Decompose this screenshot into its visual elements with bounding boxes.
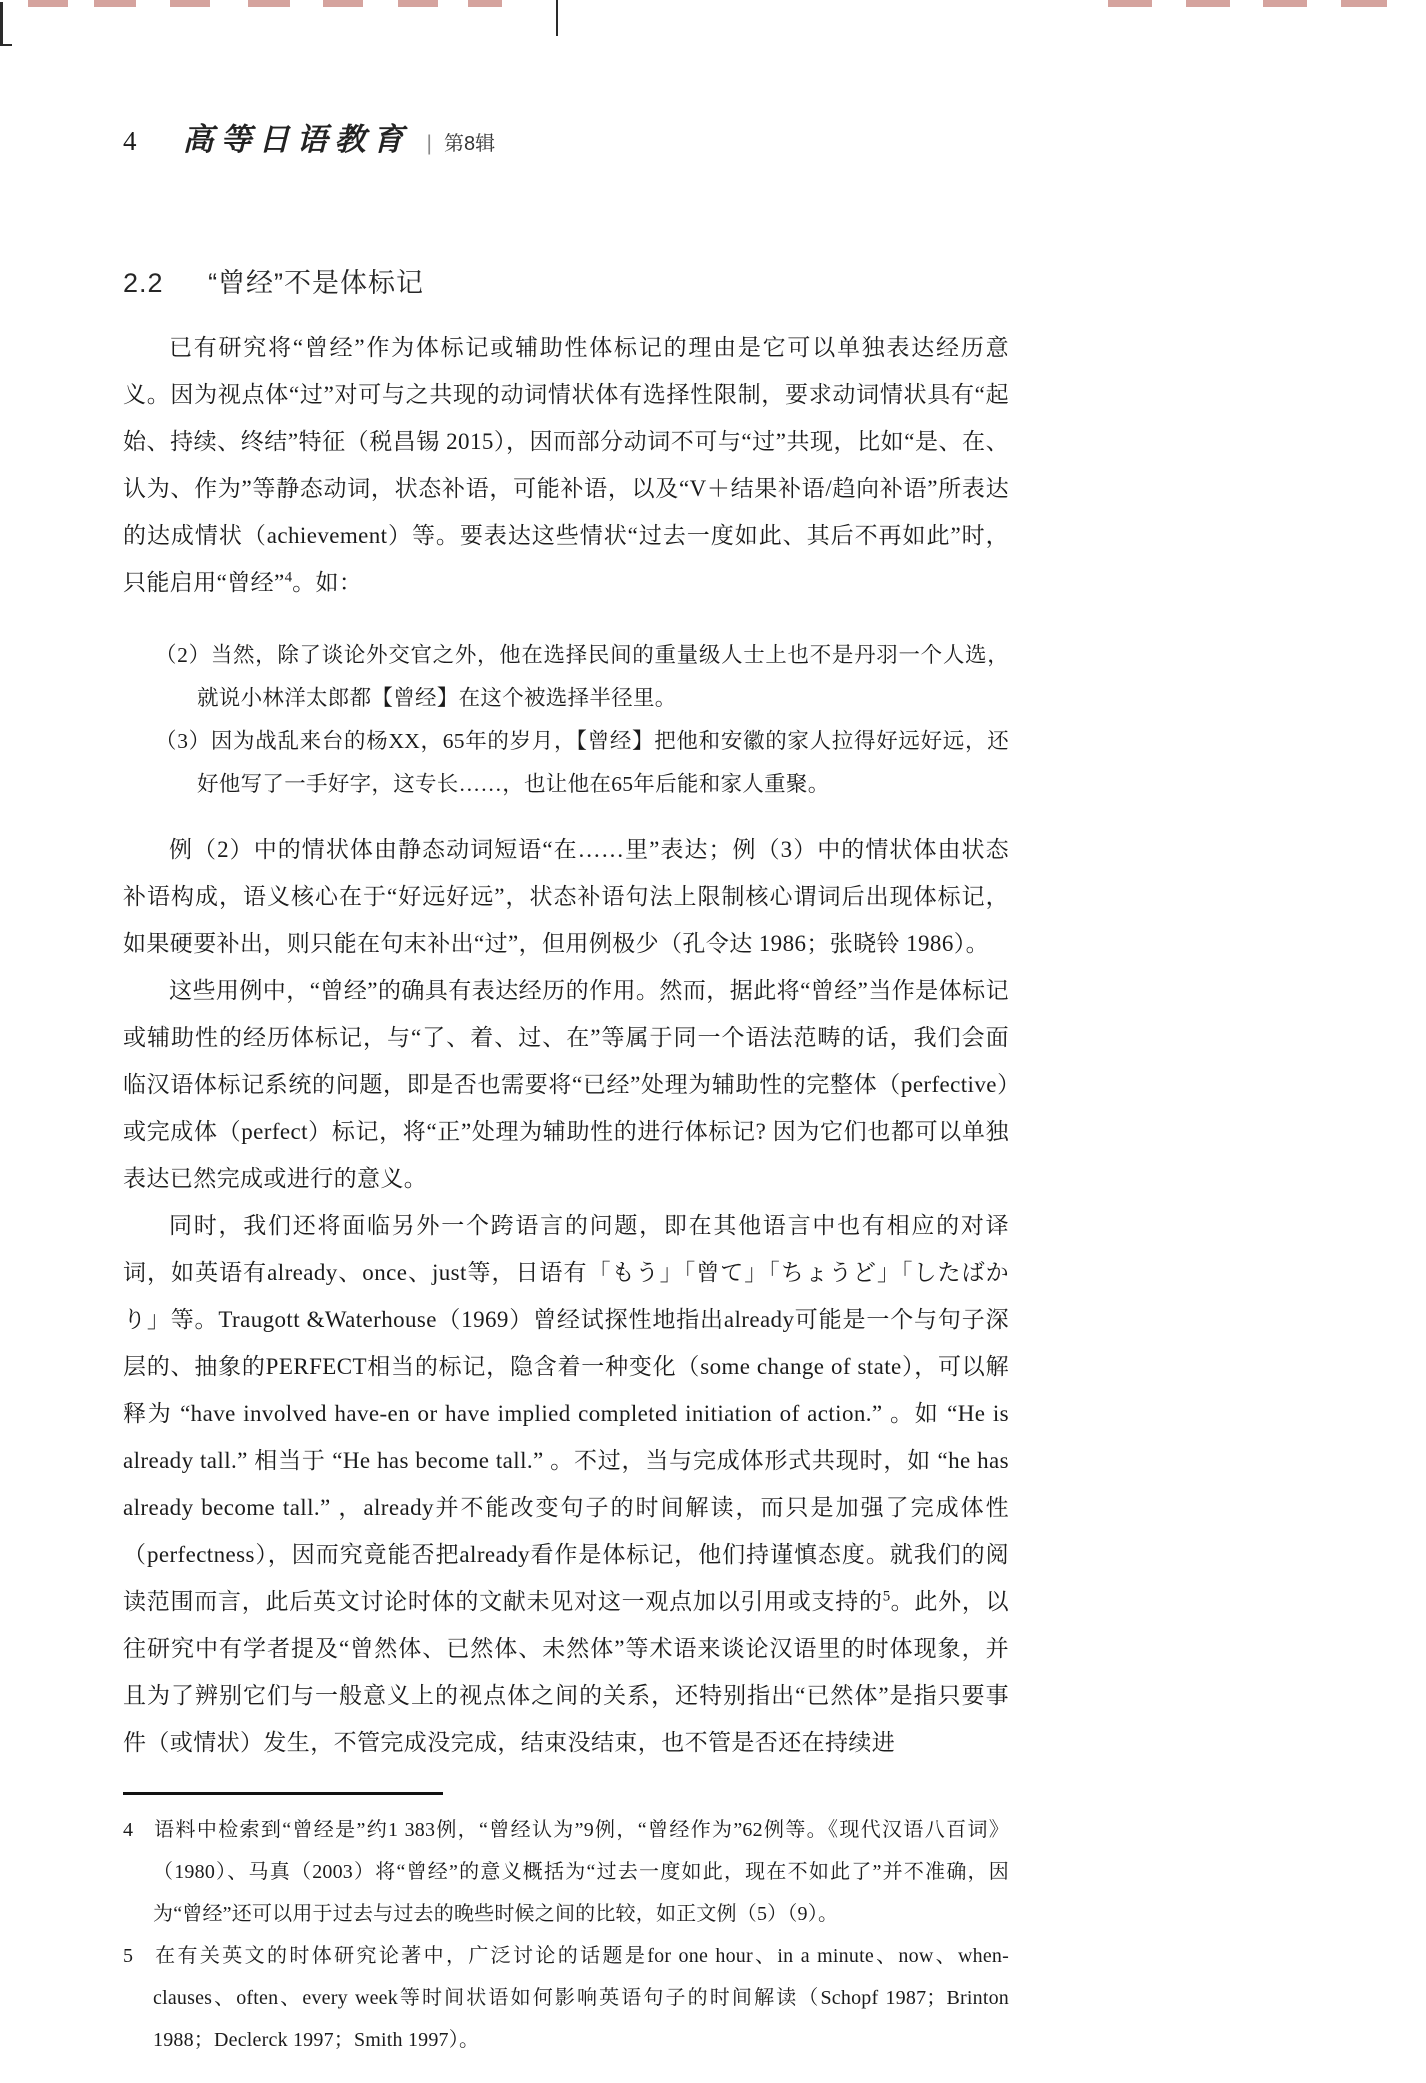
footnote-4-text: 语料中检索到“曾经是”约1 383例，“曾经认为”9例，“曾经作为”62例等。《现代汉语八百词》（1980）、马真（2003）将“曾经”的意义概括为“过去一度如此，现在不如此了”并不准确，因为“曾经”还可以用于过去与过去的晚些时候之间的比较，如正文例（5）（9）。 bbox=[153, 1819, 1009, 1925]
paragraph-3: 这些用例中，“曾经”的确具有表达经历的作用。然而，据此将“曾经”当作是体标记或辅助性的经历体标记，与“了、着、过、在”等属于同一个语法范畴的话，我们会面临汉语体标记系统的问题，即是否也需要将“已经”处理为辅助性的完整体（perfective）或完成体（perfect）标记，将“正”处理为辅助性的进行体标记? 因为它们也都可以单独表达已然完成或进行的意义。 bbox=[123, 978, 1009, 1191]
example-2-label: （2） bbox=[155, 643, 211, 667]
footnote-ref-5: 5 bbox=[882, 1588, 891, 1605]
footnote-4 bbox=[123, 1809, 1009, 1935]
footnote-ref-4: 4 bbox=[284, 569, 293, 586]
section-number: 2.2 bbox=[123, 268, 164, 298]
scan-red-mark bbox=[1186, 0, 1230, 7]
scan-corner-mark bbox=[0, 2, 12, 46]
footnote-5-text: 在有关英文的时体研究论著中，广泛讨论的话题是for one hour、in a minute、now、when-clauses、often、every week等时间状语如何影响英语句子的时间解读（Schopf 1987；Brinton 1988；Declerck 1997；Smith 1997）。 bbox=[153, 1945, 1009, 2051]
issue-label: 第8辑 bbox=[443, 133, 496, 155]
paragraph-1-tail: 。如： bbox=[292, 570, 363, 595]
scan-red-mark bbox=[1263, 0, 1307, 7]
footnote-5 bbox=[123, 1935, 1009, 2061]
scan-red-mark bbox=[28, 0, 68, 7]
page-header bbox=[123, 114, 1009, 159]
footnote-separator bbox=[123, 1792, 443, 1795]
paragraph-4-tail: 。此外，以往研究中有学者提及“曾然体、已然体、未然体”等术语来谈论汉语里的时体现象，并且为了辨别它们与一般意义上的视点体之间的关系，还特别指出“已然体”是指只要事件（或情状）发生，不管完成没完成，结束没结束，也不管是否还在持续进 bbox=[123, 1589, 1009, 1755]
footnote-5-number: 5 bbox=[123, 1945, 134, 1967]
page-number: 4 bbox=[123, 126, 137, 156]
paragraph-4 bbox=[123, 1202, 1009, 1766]
footnotes-section bbox=[123, 1792, 1009, 2061]
example-3-text: 因为战乱来台的杨XX，65年的岁月，【曾经】把他和安徽的家人拉得好远好远，还好他写了一手好字，这专长……，也让他在65年后能和家人重聚。 bbox=[197, 729, 1009, 796]
paragraph-1-text: 已有研究将“曾经”作为体标记或辅助性体标记的理由是它可以单独表达经历意义。因为视点体“过”对可与之共现的动词情状体有选择性限制，要求动词情状具有“起始、持续、终结”特征（税昌锡 2015），因而部分动词不可与“过”共现，比如“是、在、认为、作为”等静态动词，状态补语，可能补语，以及“V＋结果补语/趋向补语”所表达的达成情状（achievement）等。要表达这些情状“过去一度如此、其后不再如此”时，只能启用“曾经” bbox=[123, 335, 1009, 595]
example-3 bbox=[155, 720, 1009, 806]
example-2-text: 当然，除了谈论外交官之外，他在选择民间的重量级人士上也不是丹羽一个人选，就说小林洋太郎都【曾经】在这个被选择半径里。 bbox=[197, 643, 1009, 710]
paragraph-4-text: 同时，我们还将面临另外一个跨语言的问题，即在其他语言中也有相应的对译词，如英语有already、once、just等，日语有「もう」「曾て」「ちょうど」「したばかり」等。Traugott &Waterhouse（1969）曾经试探性地指出already可能是一个与句子深层的、抽象的PERFECT相当的标记，隐含着一种变化（some change of state），可以解释为 “have involved have-en or have implied completed initiation of action.” 。如 “He is already tall.” 相当于 “He has become tall.” 。不过，当与完成体形式共现时，如 “he has already become tall.” ，already并不能改变句子的时间解读，而只是加强了完成体性（perfectness），因而究竟能否把already看作是体标记，他们持谨慎态度。就我们的阅读范围而言，此后英文讨论时体的文献未见对这一观点加以引用或支持的 bbox=[123, 1213, 1009, 1614]
scan-red-mark bbox=[1108, 0, 1152, 7]
scan-red-mark bbox=[1341, 0, 1387, 7]
header-divider: | bbox=[426, 132, 432, 155]
journal-title: 高等日语教育 bbox=[182, 122, 411, 158]
section-title: “曾经”不是体标记 bbox=[208, 268, 425, 298]
paragraph-1 bbox=[123, 324, 1009, 606]
example-3-label: （3） bbox=[155, 729, 211, 753]
section-heading bbox=[123, 261, 1009, 300]
example-2 bbox=[155, 634, 1009, 720]
examples-block bbox=[155, 634, 1009, 806]
paragraph-2: 例（2）中的情状体由静态动词短语“在……里”表达；例（3）中的情状体由状态补语构成，语义核心在于“好远好远”，状态补语句法上限制核心谓词后出现体标记，如果硬要补出，则只能在句末补出“过”，但用例极少（孔令达 1986；张晓铃 1986）。 bbox=[123, 837, 1009, 956]
footnote-4-number: 4 bbox=[123, 1819, 134, 1841]
page-content bbox=[123, 0, 1009, 2061]
